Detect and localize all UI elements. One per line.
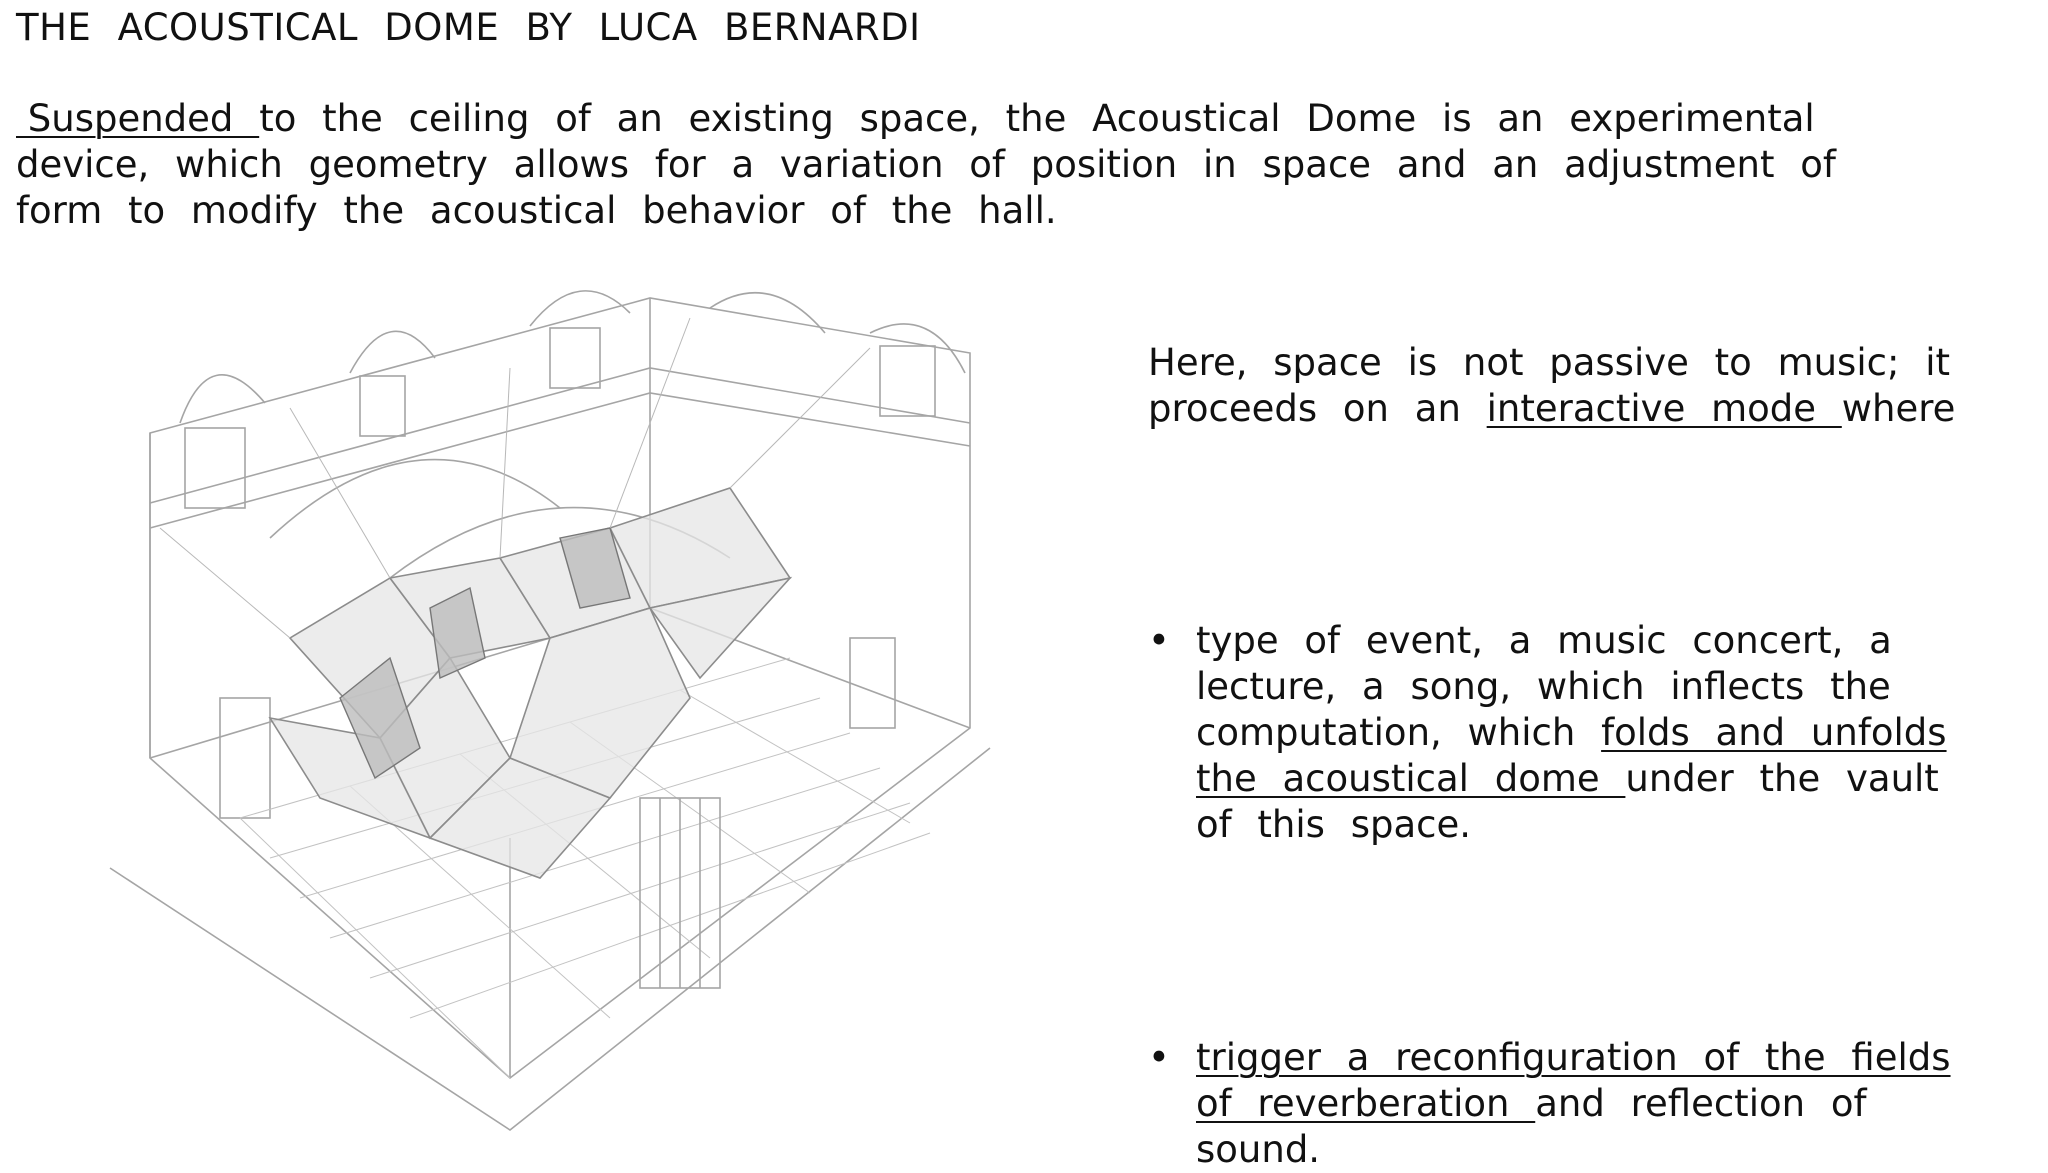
underlined-phrase: folds and unfolds bbox=[1601, 711, 1947, 754]
underlined-phrase: of reverberation bbox=[1196, 1082, 1536, 1125]
underlined-phrase: the acoustical dome bbox=[1196, 757, 1626, 800]
underlined-phrase: trigger a reconfiguration of the fields bbox=[1196, 1036, 1951, 1079]
bullet-2-line-2: of reverberation and reflection of bbox=[1196, 1082, 1867, 1125]
bullet-text bbox=[1196, 1035, 1951, 1173]
right-paragraph bbox=[1148, 340, 2028, 432]
bullet-marker: • bbox=[1148, 1036, 1170, 1079]
underlined-phrase: interactive mode bbox=[1486, 387, 1842, 430]
acoustical-dome-axonometric-drawing bbox=[90, 278, 1010, 1140]
underlined-phrase: Suspended bbox=[16, 97, 260, 140]
bullet-1-line-3: computation, which folds and unfolds bbox=[1196, 711, 1947, 754]
page-title: THE ACOUSTICAL DOME BY LUCA BERNARDI bbox=[16, 6, 921, 49]
intro-line-2: device, which geometry allows for a variation of position in space and an adjustment of bbox=[16, 143, 1836, 186]
intro-paragraph bbox=[16, 96, 1836, 234]
bullet-1-line-5: of this space. bbox=[1196, 803, 1472, 846]
intro-line-1: Suspended to the ceiling of an existing space, the Acoustical Dome is an experimental bbox=[16, 97, 1815, 140]
intro-line-3: form to modify the acoustical behavior of the hall. bbox=[16, 189, 1057, 232]
bullet-marker: • bbox=[1148, 619, 1170, 662]
bullet-1-line-1: type of event, a music concert, a bbox=[1196, 619, 1892, 662]
bullet-1-line-4: the acoustical dome under the vault bbox=[1196, 757, 1939, 800]
bullet-1-line-2: lecture, a song, which inflects the bbox=[1196, 665, 1891, 708]
bullet-2-line-1 bbox=[1196, 1035, 1951, 1081]
bullet-text bbox=[1196, 618, 1947, 848]
right-line-1: Here, space is not passive to music; it bbox=[1148, 341, 1950, 384]
right-line-2: proceeds on an interactive mode where bbox=[1148, 387, 1956, 430]
bullet-2-line-3: sound. bbox=[1196, 1128, 1321, 1171]
